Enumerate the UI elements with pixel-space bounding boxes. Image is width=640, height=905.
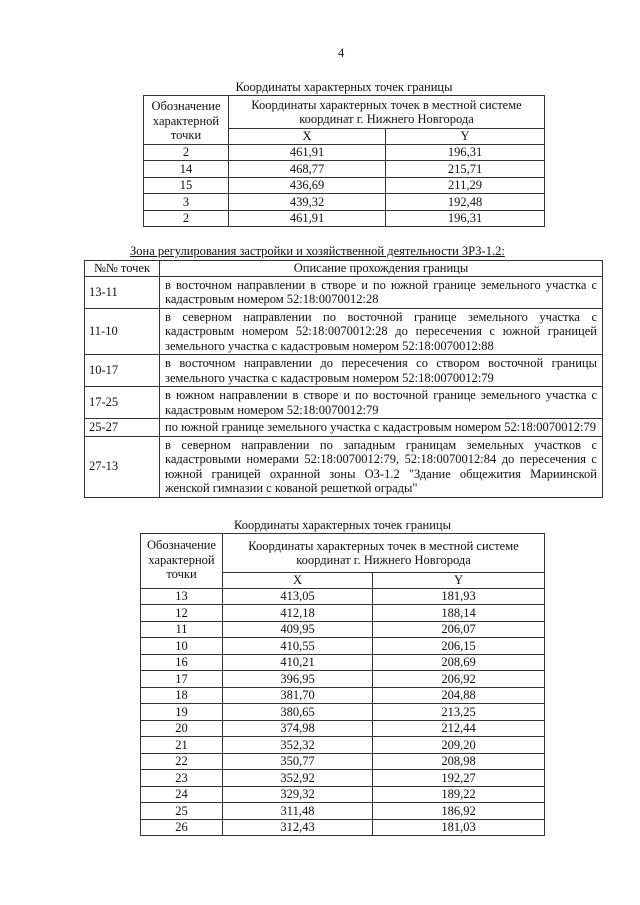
page-number: 4 (338, 46, 345, 60)
point-id: 18 (141, 687, 223, 704)
x-coordinate: 439,32 (229, 194, 386, 211)
table-row (141, 720, 545, 737)
point-range: 10-17 (85, 355, 160, 387)
table-row (141, 737, 545, 754)
y-coordinate: 196,31 (386, 210, 545, 227)
x-coordinate: 374,98 (223, 720, 373, 737)
table-row (141, 770, 545, 787)
y-coordinate: 192,48 (386, 194, 545, 211)
header-y: Y (373, 573, 545, 589)
y-coordinate: 181,93 (373, 588, 545, 605)
point-id: 12 (141, 605, 223, 622)
point-id: 2 (144, 144, 229, 161)
header-coords: Координаты характерных точек в местной системе координат г. Нижнего Новгорода (223, 534, 545, 573)
point-id: 3 (144, 194, 229, 211)
x-coordinate: 396,95 (223, 671, 373, 688)
x-coordinate: 329,32 (223, 786, 373, 803)
header-points: №№ точек (85, 261, 160, 277)
header-point: Обозначение характерной точки (141, 534, 223, 589)
boundary-description: в северном направлении по восточной границе земельного участка с кадастровым номером 52:18:0070012:28 до пересечения с южной границей земельного участка с кадастровым номером 52:18:0070012:88 (160, 308, 603, 355)
table1-title: Координаты характерных точек границы (235, 80, 453, 94)
table-row (141, 786, 545, 803)
x-coordinate: 381,70 (223, 687, 373, 704)
table-row (85, 419, 603, 437)
point-id: 20 (141, 720, 223, 737)
x-coordinate: 312,43 (223, 819, 373, 836)
x-coordinate: 461,91 (229, 210, 386, 227)
y-coordinate: 208,98 (373, 753, 545, 770)
point-id: 22 (141, 753, 223, 770)
y-coordinate: 192,27 (373, 770, 545, 787)
table-row (141, 819, 545, 836)
y-coordinate: 208,69 (373, 654, 545, 671)
table-row (85, 308, 603, 355)
point-id: 10 (141, 638, 223, 655)
point-id: 19 (141, 704, 223, 721)
table-row (141, 704, 545, 721)
table-row (85, 276, 603, 308)
x-coordinate: 350,77 (223, 753, 373, 770)
y-coordinate: 206,07 (373, 621, 545, 638)
y-coordinate: 212,44 (373, 720, 545, 737)
point-id: 21 (141, 737, 223, 754)
boundary-description: в восточном направлении в створе и по южной границе земельного участка с кадастровым номером 52:18:0070012:28 (160, 276, 603, 308)
y-coordinate: 196,31 (386, 144, 545, 161)
x-coordinate: 352,32 (223, 737, 373, 754)
point-id: 14 (144, 161, 229, 178)
y-coordinate: 188,14 (373, 605, 545, 622)
y-coordinate: 211,29 (386, 177, 545, 194)
point-id: 11 (141, 621, 223, 638)
table-row (141, 687, 545, 704)
coordinates-table-1 (143, 95, 545, 227)
point-id: 16 (141, 654, 223, 671)
header-y: Y (386, 129, 545, 145)
y-coordinate: 206,15 (373, 638, 545, 655)
y-coordinate: 189,22 (373, 786, 545, 803)
x-coordinate: 436,69 (229, 177, 386, 194)
section-title: Зона регулирования застройки и хозяйственной деятельности ЗРЗ-1.2: (130, 244, 505, 258)
table-row (144, 177, 545, 194)
point-range: 11-10 (85, 308, 160, 355)
point-id: 15 (144, 177, 229, 194)
table-row (141, 753, 545, 770)
boundary-description: по южной границе земельного участка с кадастровым номером 52:18:0070012:79 (160, 419, 603, 437)
table-row (141, 588, 545, 605)
header-x: X (223, 573, 373, 589)
x-coordinate: 352,92 (223, 770, 373, 787)
point-id: 23 (141, 770, 223, 787)
table-row (85, 436, 603, 497)
table-row (141, 621, 545, 638)
y-coordinate: 186,92 (373, 803, 545, 820)
point-id: 24 (141, 786, 223, 803)
point-id: 25 (141, 803, 223, 820)
table-row (141, 605, 545, 622)
header-coords: Координаты характерных точек в местной системе координат г. Нижнего Новгорода (229, 96, 545, 129)
boundary-description: в северном направлении по западным границам земельных участков с кадастровыми номерами 52:18:0070012:79, 52:18:0070012:84 до пересечения с южной границей охранной зоны ОЗ-1.2 "Здание общежития Мариинской женской гимназии с кованой решеткой ограды" (160, 436, 603, 497)
x-coordinate: 311,48 (223, 803, 373, 820)
table-row (141, 803, 545, 820)
x-coordinate: 412,18 (223, 605, 373, 622)
table-row (141, 638, 545, 655)
x-coordinate: 410,21 (223, 654, 373, 671)
x-coordinate: 410,55 (223, 638, 373, 655)
point-range: 25-27 (85, 419, 160, 437)
x-coordinate: 461,91 (229, 144, 386, 161)
table-row (144, 194, 545, 211)
boundary-description: в южном направлении в створе и по восточной границе земельного участка с кадастровым номером 52:18:0070012:79 (160, 387, 603, 419)
table3-title: Координаты характерных точек границы (234, 518, 451, 532)
header-description: Описание прохождения границы (160, 261, 603, 277)
x-coordinate: 380,65 (223, 704, 373, 721)
x-coordinate: 413,05 (223, 588, 373, 605)
table-row (141, 671, 545, 688)
header-point: Обозначение характерной точки (144, 96, 229, 145)
table-row (144, 210, 545, 227)
point-id: 26 (141, 819, 223, 836)
point-range: 17-25 (85, 387, 160, 419)
table-row (141, 654, 545, 671)
y-coordinate: 213,25 (373, 704, 545, 721)
point-id: 2 (144, 210, 229, 227)
table-row (85, 355, 603, 387)
table-row (144, 161, 545, 178)
table-row (85, 387, 603, 419)
point-id: 17 (141, 671, 223, 688)
y-coordinate: 206,92 (373, 671, 545, 688)
y-coordinate: 215,71 (386, 161, 545, 178)
header-x: X (229, 129, 386, 145)
point-range: 13-11 (85, 276, 160, 308)
y-coordinate: 181,03 (373, 819, 545, 836)
x-coordinate: 468,77 (229, 161, 386, 178)
x-coordinate: 409,95 (223, 621, 373, 638)
y-coordinate: 204,88 (373, 687, 545, 704)
boundary-description: в восточном направлении до пересечения со створом восточной границы земельного участка с кадастровым номером 52:18:0070012:79 (160, 355, 603, 387)
table-row (144, 144, 545, 161)
point-range: 27-13 (85, 436, 160, 497)
boundary-description-table (84, 260, 603, 498)
coordinates-table-2 (140, 533, 545, 836)
y-coordinate: 209,20 (373, 737, 545, 754)
point-id: 13 (141, 588, 223, 605)
